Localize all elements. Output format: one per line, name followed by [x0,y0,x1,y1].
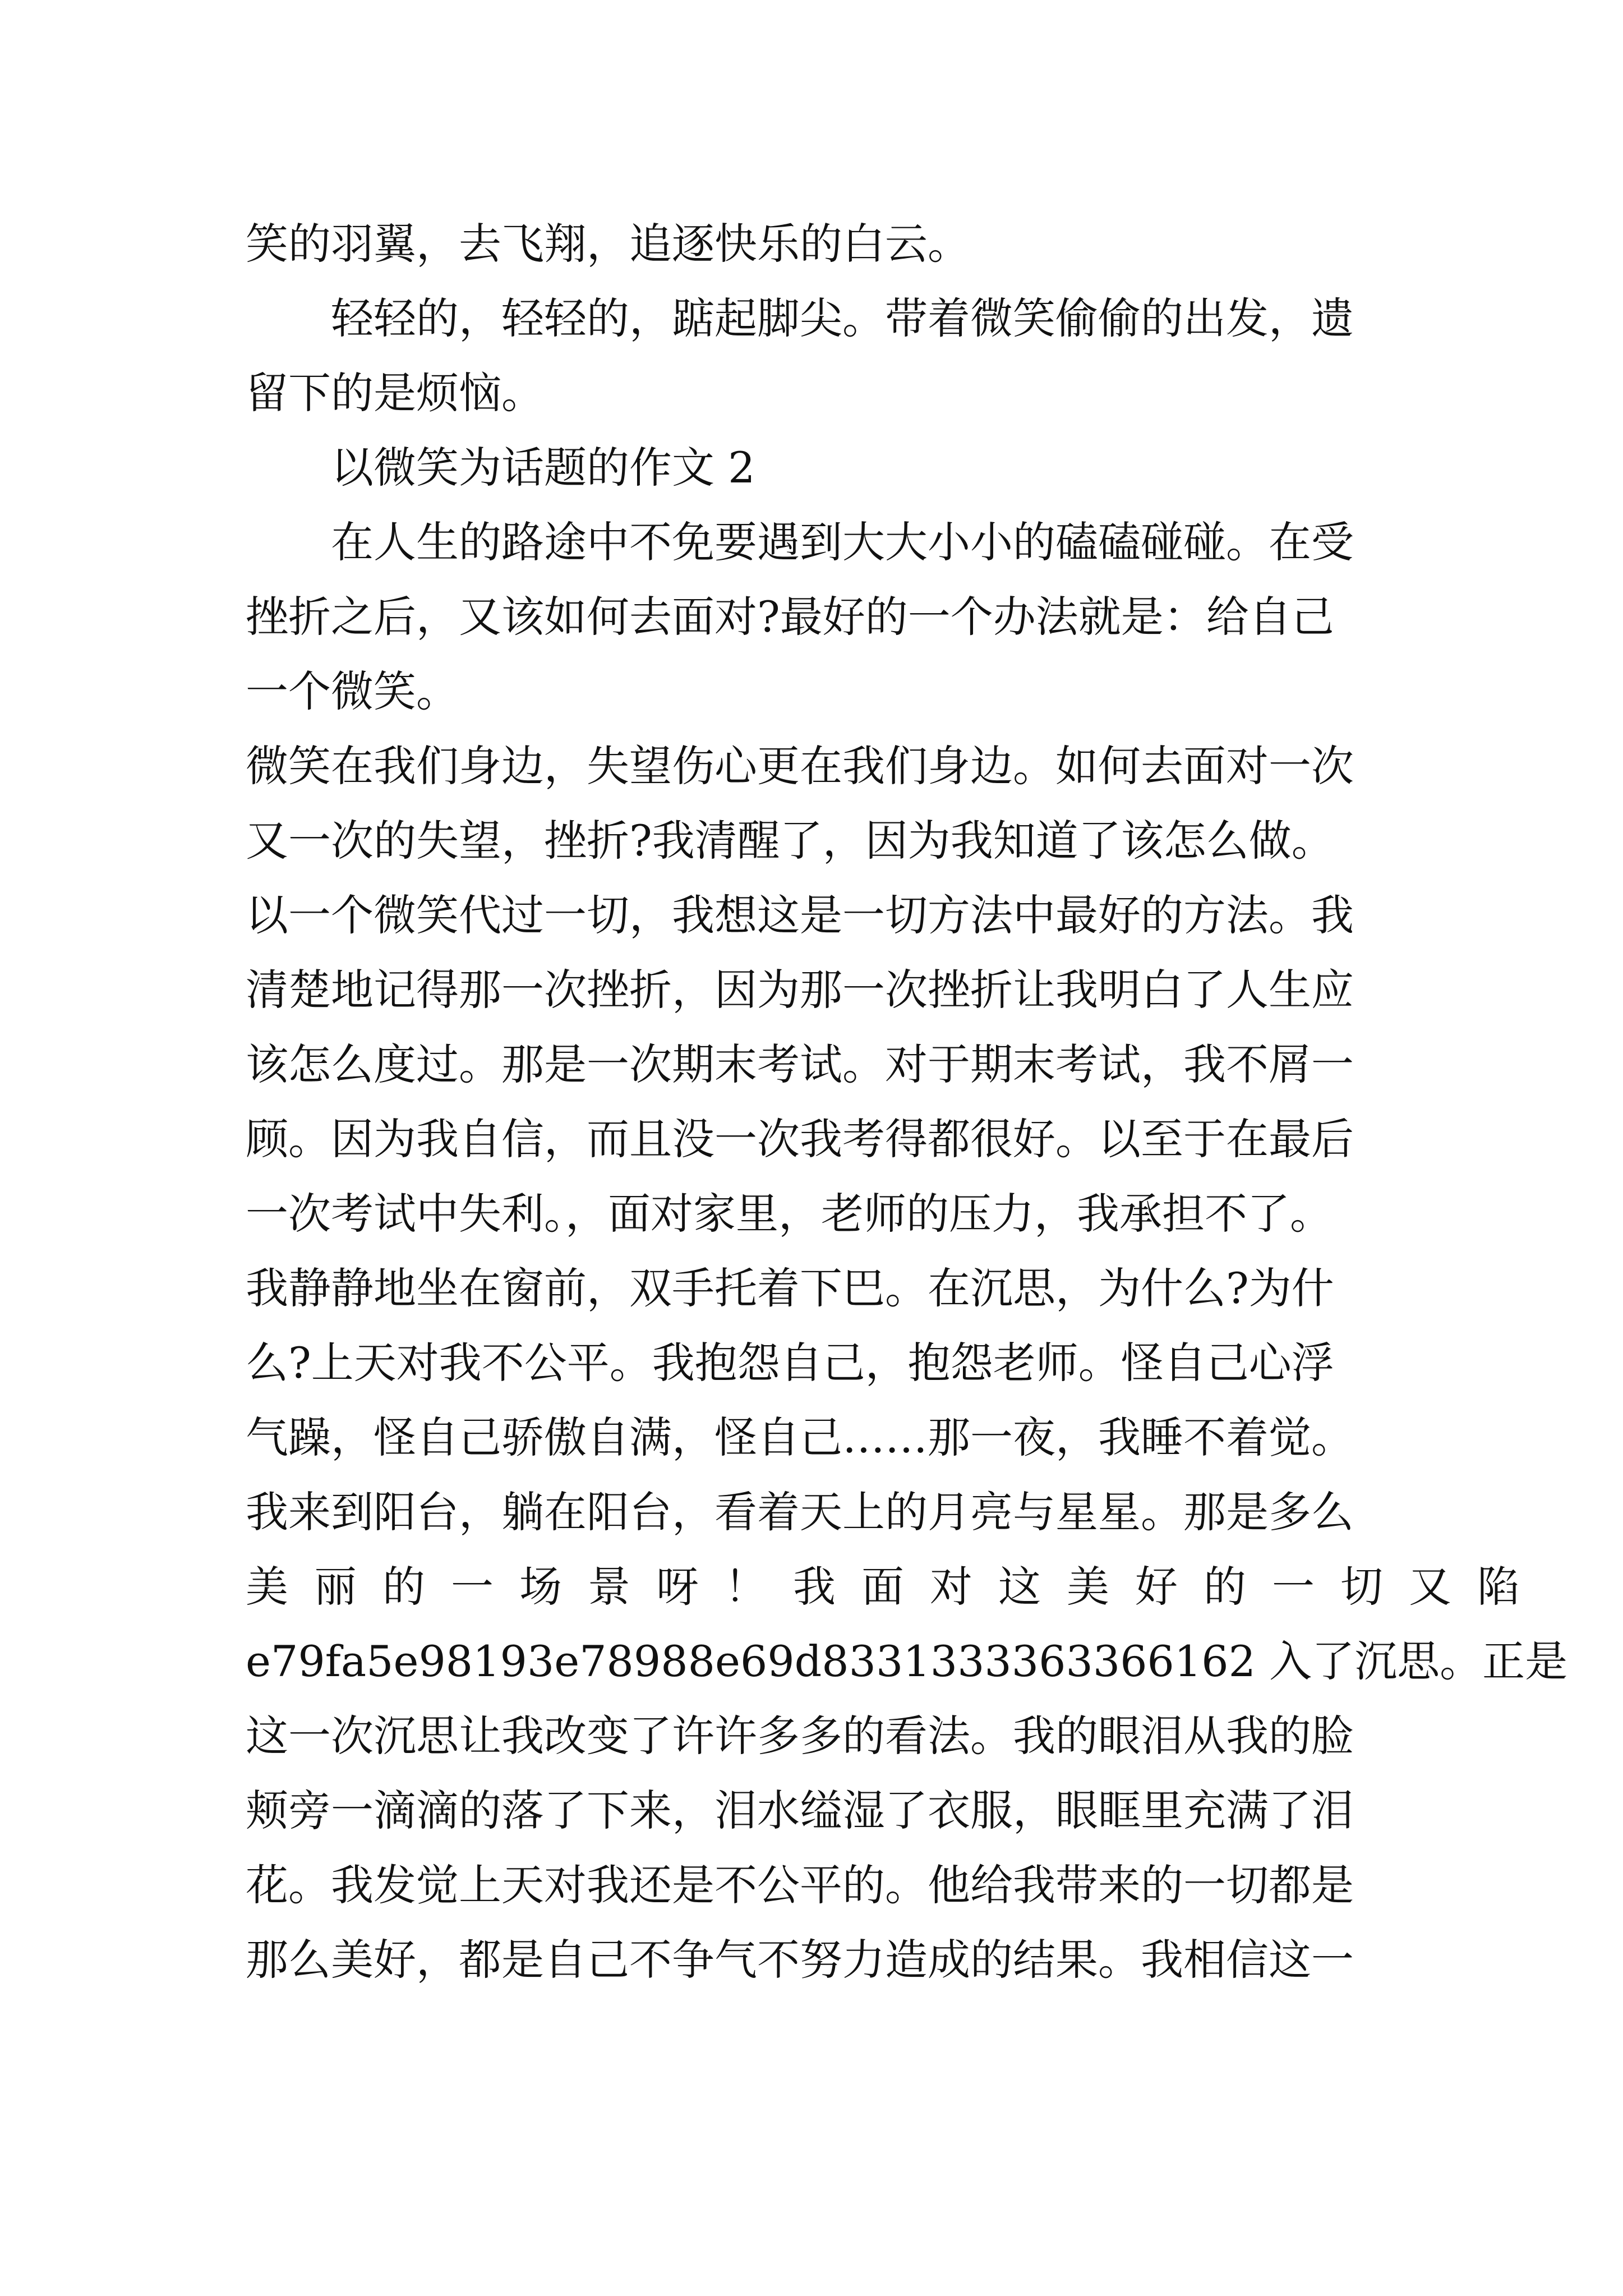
text-line: 这一次沉思让我改变了许许多多的看法。我的眼泪从我的脸 [246,1711,1354,1761]
text-line: 气躁，怪自己骄傲自满，怪自己……那一夜，我睡不着觉。 [246,1412,1354,1462]
text-line: 一次考试中失利。，面对家里，老师的压力，我承担不了。 [246,1189,1332,1239]
text-line: 微笑在我们身边，失望伤心更在我们身边。如何去面对一次 [246,741,1354,791]
document-body [246,206,1568,1997]
text-line: 一个微笑。 [246,666,459,716]
text-line: 顾。因为我自信，而且没一次我考得都很好。以至于在最后 [246,1114,1354,1164]
text-line: 清楚地记得那一次挫折，因为那一次挫折让我明白了人生应 [246,965,1354,1015]
text-line: 颊旁一滴滴的落了下来，泪水缢湿了衣服，眼眶里充满了泪 [246,1786,1354,1835]
text-line: 又一次的失望，挫折?我清醒了，因为我知道了该怎么做。 [246,816,1334,866]
text-line: 花。我发觉上天对我还是不公平的。他给我带来的一切都是 [246,1860,1354,1910]
text-line: 那么美好，都是自己不争气不努力造成的结果。我相信这一 [246,1935,1354,1985]
text-line: 么?上天对我不公平。我抱怨自己，抱怨老师。怪自己心浮 [246,1338,1334,1388]
text-line: e79fa5e98193e78988e69d8331333363366162 入了沉思。正是 [246,1636,1568,1686]
text-line: 挫折之后，又该如何去面对?最好的一个办法就是：给自己 [246,592,1334,642]
text-line: 美丽的一场景呀！我面对这美好的一切又陷 [246,1562,1546,1612]
paragraph-first-line: 轻轻的，轻轻的，踮起脚尖。带着微笑偷偷的出发，遗 [331,293,1354,343]
text-line: 以一个微笑代过一切，我想这是一切方法中最好的方法。我 [246,890,1354,940]
text-line: 我来到阳台，躺在阳台，看着天上的月亮与星星。那是多么 [246,1487,1354,1537]
text-line: 该怎么度过。那是一次期末考试。对于期末考试，我不屑一 [246,1039,1354,1089]
text-line: 笑的羽翼，去飞翔，追逐快乐的白云。 [246,219,970,269]
paragraph-first-line: 在人生的路途中不免要遇到大大小小的磕磕碰碰。在受 [331,517,1354,567]
text-line: 我静静地坐在窗前，双手托着下巴。在沉思，为什么?为什 [246,1263,1334,1313]
text-line: 留下的是烦恼。 [246,368,544,418]
section-heading: 以微笑为话题的作文 2 [331,443,755,493]
